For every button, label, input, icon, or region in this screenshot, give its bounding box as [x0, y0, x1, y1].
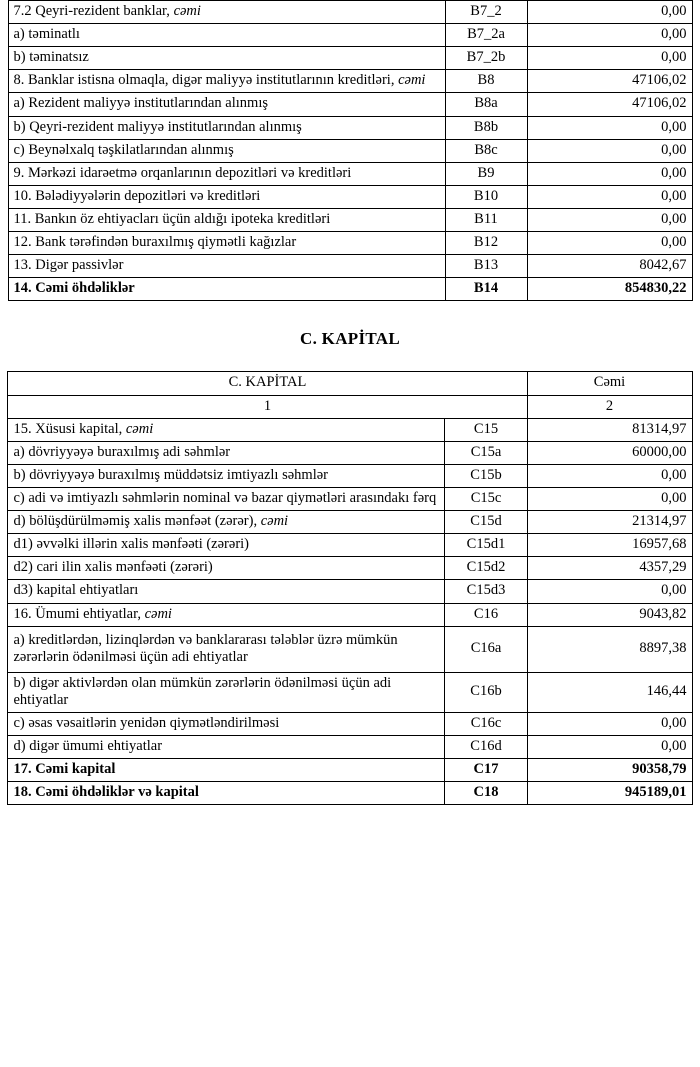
row-value: 4357,29	[527, 557, 692, 580]
row-code: C15d	[445, 511, 527, 534]
row-value: 0,00	[527, 464, 692, 487]
row-value: 0,00	[527, 24, 692, 47]
row-code: B11	[445, 208, 527, 231]
row-label: c) Beynəlxalq təşkilatlarından alınmış	[8, 139, 445, 162]
row-value: 8042,67	[527, 255, 692, 278]
row-code: C15d3	[445, 580, 527, 603]
row-code: C16d	[445, 735, 527, 758]
liabilities-table-body	[8, 1, 692, 301]
table-row	[8, 672, 692, 712]
row-value: 0,00	[527, 1, 692, 24]
capital-table-body	[8, 372, 692, 805]
row-value: 9043,82	[527, 603, 692, 626]
table-row	[8, 116, 692, 139]
row-label: 8. Banklar istisna olmaqla, digər maliyyə institutlarının kreditləri, cəmi	[8, 70, 445, 93]
table-row	[8, 208, 692, 231]
table-row	[8, 232, 692, 255]
row-code: C15a	[445, 441, 527, 464]
row-code: B9	[445, 162, 527, 185]
row-code: B7_2b	[445, 47, 527, 70]
table-row	[8, 603, 692, 626]
row-code: C15d2	[445, 557, 527, 580]
table-row	[8, 487, 692, 510]
row-label: d1) əvvəlki illərin xalis mənfəəti (zərəri)	[8, 534, 445, 557]
row-code: B8a	[445, 93, 527, 116]
capital-table	[7, 371, 692, 805]
row-label: 10. Bələdiyyələrin depozitləri və kreditləri	[8, 185, 445, 208]
table-row	[8, 24, 692, 47]
table-row	[8, 278, 692, 301]
table-row	[8, 255, 692, 278]
table-row	[8, 464, 692, 487]
row-value: 47106,02	[527, 70, 692, 93]
row-code: C16a	[445, 626, 527, 672]
row-label: 7.2 Qeyri-rezident banklar, cəmi	[8, 1, 445, 24]
row-label: a) Rezident maliyyə institutlarından alınmış	[8, 93, 445, 116]
row-label: d) bölüşdürülməmiş xalis mənfəət (zərər), cəmi	[8, 511, 445, 534]
row-value: 47106,02	[527, 93, 692, 116]
table-row	[8, 418, 692, 441]
row-code: B14	[445, 278, 527, 301]
table-row	[8, 185, 692, 208]
row-code: B7_2a	[445, 24, 527, 47]
row-value: 8897,38	[527, 626, 692, 672]
row-value: 16957,68	[527, 534, 692, 557]
table-row	[8, 580, 692, 603]
row-label: c) adi və imtiyazlı səhmlərin nominal və bazar qiymətləri arasındakı fərq	[8, 487, 445, 510]
row-code: C17	[445, 759, 527, 782]
table-header-numbers-row	[8, 395, 692, 418]
row-label: 13. Digər passivlər	[8, 255, 445, 278]
row-label: 18. Cəmi öhdəliklər və kapital	[8, 782, 445, 805]
row-code: B8	[445, 70, 527, 93]
table-row	[8, 626, 692, 672]
capital-header-num-right: 2	[527, 395, 692, 418]
row-label: b) Qeyri-rezident maliyyə institutlarından alınmış	[8, 116, 445, 139]
table-row	[8, 1, 692, 24]
row-label: d2) cari ilin xalis mənfəəti (zərəri)	[8, 557, 445, 580]
row-value: 0,00	[527, 185, 692, 208]
capital-header-total: Cəmi	[527, 372, 692, 395]
row-code: B10	[445, 185, 527, 208]
table-row	[8, 441, 692, 464]
row-label: 11. Bankın öz ehtiyacları üçün aldığı ipoteka kreditləri	[8, 208, 445, 231]
row-value: 0,00	[527, 712, 692, 735]
table-row	[8, 47, 692, 70]
row-code: B8c	[445, 139, 527, 162]
row-code: C16b	[445, 672, 527, 712]
table-row	[8, 162, 692, 185]
row-label: c) əsas vəsaitlərin yenidən qiymətləndirilməsi	[8, 712, 445, 735]
row-value: 146,44	[527, 672, 692, 712]
table-row	[8, 139, 692, 162]
row-label: d3) kapital ehtiyatları	[8, 580, 445, 603]
row-label: 12. Bank tərəfindən buraxılmış qiymətli kağızlar	[8, 232, 445, 255]
row-label: d) digər ümumi ehtiyatlar	[8, 735, 445, 758]
row-value: 0,00	[527, 47, 692, 70]
table-header-row	[8, 372, 692, 395]
row-label: a) dövriyyəyə buraxılmış adi səhmlər	[8, 441, 445, 464]
table-row	[8, 759, 692, 782]
row-label: 16. Ümumi ehtiyatlar, cəmi	[8, 603, 445, 626]
capital-header-title: C. KAPİTAL	[8, 372, 527, 395]
row-code: C16	[445, 603, 527, 626]
row-label: a) təminatlı	[8, 24, 445, 47]
table-row	[8, 712, 692, 735]
row-value: 81314,97	[527, 418, 692, 441]
liabilities-table	[8, 0, 693, 301]
row-code: B8b	[445, 116, 527, 139]
row-value: 0,00	[527, 487, 692, 510]
table-row	[8, 70, 692, 93]
table-row	[8, 511, 692, 534]
table-row	[8, 93, 692, 116]
row-code: C16c	[445, 712, 527, 735]
row-value: 60000,00	[527, 441, 692, 464]
row-value: 21314,97	[527, 511, 692, 534]
row-value: 0,00	[527, 208, 692, 231]
row-value: 854830,22	[527, 278, 692, 301]
row-value: 945189,01	[527, 782, 692, 805]
row-label: b) digər aktivlərdən olan mümkün zərərlərin ödənilməsi üçün adi ehtiyatlar	[8, 672, 445, 712]
row-label: 14. Cəmi öhdəliklər	[8, 278, 445, 301]
row-label: b) dövriyyəyə buraxılmış müddətsiz imtiyazlı səhmlər	[8, 464, 445, 487]
row-label: 15. Xüsusi kapital, cəmi	[8, 418, 445, 441]
row-label: b) təminatsız	[8, 47, 445, 70]
table-row	[8, 782, 692, 805]
row-code: B12	[445, 232, 527, 255]
row-label: 17. Cəmi kapital	[8, 759, 445, 782]
row-code: C18	[445, 782, 527, 805]
row-value: 0,00	[527, 580, 692, 603]
row-value: 0,00	[527, 232, 692, 255]
row-value: 0,00	[527, 735, 692, 758]
row-code: B7_2	[445, 1, 527, 24]
row-code: C15c	[445, 487, 527, 510]
row-value: 90358,79	[527, 759, 692, 782]
row-code: C15d1	[445, 534, 527, 557]
table-row	[8, 735, 692, 758]
capital-section-title: C. KAPİTAL	[300, 329, 400, 349]
row-label: a) kreditlərdən, lizinqlərdən və banklararası tələblər üzrə mümkün zərərlərin ödənilməsi üçün adi ehtiyatlar	[8, 626, 445, 672]
capital-header-num-left: 1	[8, 395, 527, 418]
row-value: 0,00	[527, 162, 692, 185]
row-code: B13	[445, 255, 527, 278]
row-label: 9. Mərkəzi idarəetmə orqanlarının depozitləri və kreditləri	[8, 162, 445, 185]
row-code: C15b	[445, 464, 527, 487]
row-code: C15	[445, 418, 527, 441]
row-value: 0,00	[527, 116, 692, 139]
table-row	[8, 534, 692, 557]
row-value: 0,00	[527, 139, 692, 162]
table-row	[8, 557, 692, 580]
